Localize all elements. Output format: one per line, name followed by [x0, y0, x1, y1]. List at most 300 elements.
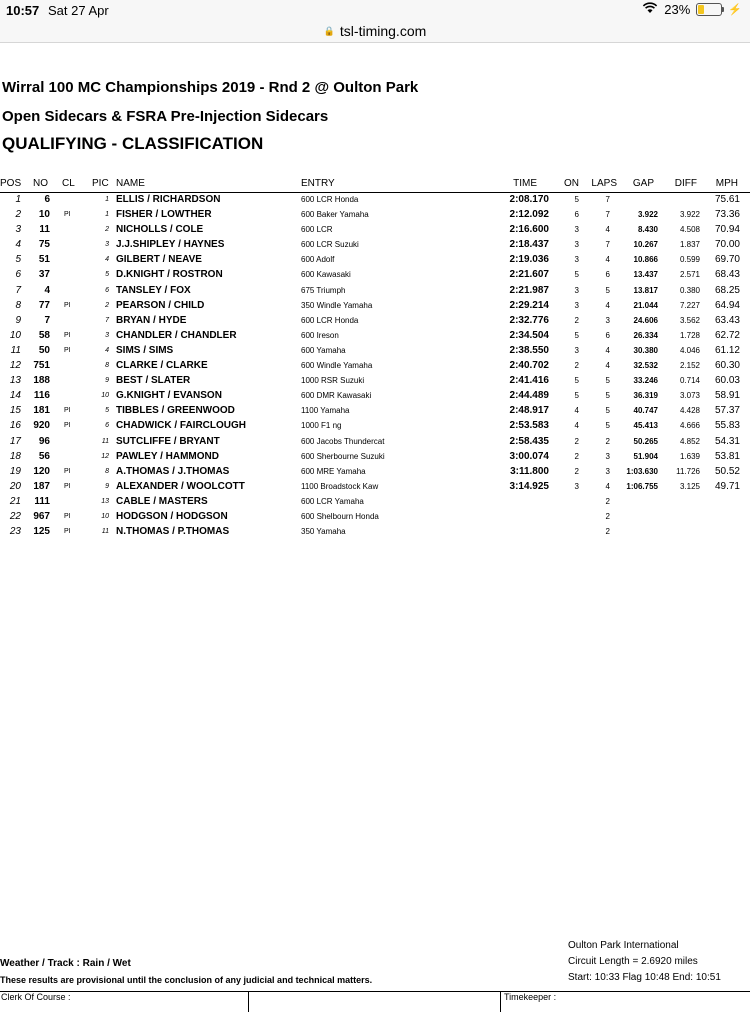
cell-gap: 26.334	[633, 330, 658, 340]
wifi-icon	[642, 2, 658, 17]
cell-mph: 70.00	[714, 239, 740, 251]
cell-entry: 600 Ireson	[301, 330, 339, 340]
table-row	[0, 525, 750, 540]
cell-laps: 4	[605, 361, 610, 371]
status-right	[642, 2, 742, 17]
cell-name: G.KNIGHT / EVANSON	[116, 390, 222, 402]
cell-pic: 1	[105, 211, 109, 219]
session-times: Start: 10:33 Flag 10:48 End: 10:51	[568, 972, 721, 983]
cell-pic: 6	[105, 286, 109, 294]
cell-entry: 600 Baker Yamaha	[301, 210, 369, 220]
cell-entry: 600 LCR Honda	[301, 195, 359, 204]
cell-time: 2:34.504	[509, 329, 549, 341]
cell-pic: 9	[105, 377, 109, 385]
cell-entry: 600 LCR Honda	[301, 315, 359, 325]
cell-name: PAWLEY / HAMMOND	[116, 450, 219, 462]
cell-diff: 3.073	[679, 391, 700, 401]
cell-no: 120	[33, 465, 50, 477]
cell-mph: 60.03	[714, 375, 740, 387]
table-row	[0, 329, 750, 344]
cell-mph: 55.83	[714, 420, 740, 432]
header-cl: CL	[62, 178, 75, 189]
cell-gap: 45.413	[633, 421, 658, 431]
cell-on: 3	[574, 300, 579, 310]
cell-laps: 4	[605, 481, 610, 491]
cell-time: 2:12.092	[509, 209, 549, 221]
cell-pic: 5	[105, 271, 109, 279]
cell-laps: 5	[605, 421, 610, 431]
cell-pic: 13	[101, 497, 109, 505]
cell-no: 181	[33, 405, 50, 417]
cell-no: 56	[38, 450, 50, 462]
cell-no: 75	[38, 239, 50, 251]
cell-pos: 16	[9, 420, 21, 432]
cell-on: 5	[574, 270, 579, 280]
cell-pic: 11	[101, 437, 109, 445]
cell-entry: 600 DMR Kawasaki	[301, 391, 372, 401]
table-row	[0, 314, 750, 329]
cell-no: 50	[38, 344, 50, 356]
cell-mph: 53.81	[714, 450, 740, 462]
cell-mph: 73.36	[714, 209, 740, 221]
cell-laps: 4	[605, 255, 610, 265]
cell-gap: 13.817	[633, 285, 658, 295]
cell-diff: 2.152	[679, 361, 700, 371]
cell-on: 3	[574, 285, 579, 295]
cell-pic: 2	[105, 226, 109, 234]
cell-on: 5	[574, 330, 579, 340]
cell-no: 116	[33, 390, 50, 402]
cell-on: 3	[574, 345, 579, 355]
cell-laps: 7	[605, 240, 610, 250]
circuit-info	[568, 938, 721, 986]
cell-laps: 6	[605, 270, 610, 280]
cell-pos: 8	[15, 299, 21, 311]
cell-mph: 70.94	[714, 224, 740, 236]
cell-gap: 10.866	[633, 255, 658, 265]
cell-cl: PI	[64, 528, 71, 536]
cell-no: 7	[44, 314, 50, 326]
table-row	[0, 404, 750, 419]
cell-pic: 11	[101, 528, 109, 536]
header-no: NO	[33, 178, 48, 189]
cell-gap: 32.532	[633, 361, 658, 371]
cell-time: 2:29.214	[509, 299, 549, 311]
table-row	[0, 435, 750, 450]
table-body	[0, 193, 750, 540]
cell-pos: 21	[9, 495, 21, 507]
cell-time: 2:21.607	[509, 269, 549, 281]
table-row	[0, 374, 750, 389]
cell-pic: 1	[105, 196, 109, 203]
cell-no: 58	[38, 329, 50, 341]
cell-laps: 6	[605, 330, 610, 340]
cell-on: 3	[574, 481, 579, 491]
cell-gap: 33.246	[633, 376, 658, 386]
cell-entry: 675 Triumph	[301, 285, 346, 295]
cell-mph: 50.52	[714, 465, 740, 477]
cell-on: 2	[574, 466, 579, 476]
table-row	[0, 193, 750, 208]
cell-entry: 1000 F1 ng	[301, 421, 342, 431]
battery-fill	[698, 5, 704, 14]
cell-laps: 2	[605, 527, 610, 537]
header-pic: PIC	[92, 178, 109, 189]
timekeeper-label: Timekeeper :	[504, 992, 557, 1002]
header-laps: LAPS	[591, 178, 617, 189]
cell-diff: 7.227	[679, 300, 700, 310]
cell-laps: 5	[605, 406, 610, 416]
cell-gap: 24.606	[633, 315, 658, 325]
cell-gap: 1:06.755	[626, 481, 658, 491]
cell-pic: 4	[105, 256, 109, 264]
cell-no: 751	[33, 360, 50, 372]
cell-laps: 2	[605, 496, 610, 506]
cell-on: 2	[574, 436, 579, 446]
cell-entry: 600 Shelbourn Honda	[301, 511, 379, 521]
table-row	[0, 238, 750, 253]
cell-no: 188	[33, 375, 50, 387]
cell-laps: 5	[605, 285, 610, 295]
cell-time: 2:44.489	[509, 390, 549, 402]
cell-gap: 3.922	[637, 210, 658, 220]
cell-gap: 1:03.630	[626, 466, 658, 476]
cell-diff: 0.599	[679, 255, 700, 265]
cell-name: A.THOMAS / J.THOMAS	[116, 465, 230, 477]
cell-name: SIMS / SIMS	[116, 344, 174, 356]
cell-no: 37	[38, 269, 50, 281]
cell-name: TIBBLES / GREENWOOD	[116, 405, 235, 417]
cell-cl: PI	[64, 346, 71, 354]
cell-entry: 600 LCR Suzuki	[301, 240, 359, 250]
cell-diff: 0.380	[679, 285, 700, 295]
cell-name: BRYAN / HYDE	[116, 314, 187, 326]
weather-info: Weather / Track : Rain / Wet	[0, 958, 131, 969]
url-text[interactable]: tsl-timing.com	[339, 23, 427, 39]
cell-cl: PI	[64, 211, 71, 219]
cell-pic: 10	[101, 512, 109, 520]
cell-time: 2:18.437	[509, 239, 549, 251]
cell-time: 3:11.800	[510, 465, 549, 477]
cell-time: 2:19.036	[509, 254, 549, 266]
status-time: 10:57	[6, 3, 40, 18]
cell-laps: 3	[605, 466, 610, 476]
cell-pos: 14	[9, 390, 21, 402]
cell-pos: 6	[15, 269, 21, 281]
cell-pos: 23	[9, 526, 21, 538]
cell-diff: 2.571	[679, 270, 700, 280]
table-row	[0, 268, 750, 283]
cell-diff: 3.922	[679, 210, 700, 220]
table-header	[0, 178, 750, 193]
cell-entry: 1000 RSR Suzuki	[301, 376, 365, 386]
cell-cl: PI	[64, 331, 71, 339]
cell-mph: 62.72	[714, 329, 740, 341]
cell-time: 2:32.776	[509, 314, 549, 326]
cell-pos: 1	[15, 194, 21, 205]
table-row	[0, 253, 750, 268]
cell-entry: 350 Yamaha	[301, 527, 346, 537]
clerk-label: Clerk Of Course :	[1, 992, 71, 1002]
cell-no: 51	[38, 254, 50, 266]
cell-name: GILBERT / NEAVE	[116, 254, 202, 266]
cell-gap: 40.747	[633, 406, 658, 416]
cell-time: 3:14.925	[509, 480, 549, 492]
cell-diff: 4.046	[679, 345, 700, 355]
table-row	[0, 299, 750, 314]
cell-entry: 600 Windle Yamaha	[301, 361, 373, 371]
cell-name: J.J.SHIPLEY / HAYNES	[116, 239, 225, 251]
cell-gap: 51.904	[633, 451, 658, 461]
cell-on: 2	[574, 451, 579, 461]
cell-no: 187	[33, 480, 50, 492]
cell-mph: 68.43	[714, 269, 740, 281]
cell-entry: 350 Windle Yamaha	[301, 300, 373, 310]
cell-time: 2:41.416	[509, 375, 549, 387]
cell-mph: 60.30	[714, 360, 740, 372]
cell-name: D.KNIGHT / ROSTRON	[116, 269, 223, 281]
cell-name: N.THOMAS / P.THOMAS	[116, 526, 230, 538]
table-row	[0, 480, 750, 495]
cell-pos: 7	[15, 284, 21, 296]
cell-cl: PI	[64, 482, 71, 490]
cell-laps: 3	[605, 315, 610, 325]
cell-time: 2:53.583	[509, 420, 549, 432]
table-row	[0, 495, 750, 510]
cell-name: HODGSON / HODGSON	[116, 510, 228, 522]
header-gap: GAP	[632, 178, 654, 189]
table-row	[0, 419, 750, 434]
table-row	[0, 359, 750, 374]
cell-on: 4	[574, 421, 579, 431]
cell-time: 2:58.435	[509, 435, 549, 447]
circuit-length: Circuit Length = 2.6920 miles	[568, 956, 698, 967]
cell-pic: 6	[105, 422, 109, 430]
cell-mph: 69.70	[714, 254, 740, 266]
results-table	[0, 178, 750, 540]
cell-mph: 61.12	[714, 344, 740, 356]
cell-laps: 3	[605, 451, 610, 461]
cell-name: CABLE / MASTERS	[116, 495, 208, 507]
status-bar	[0, 0, 750, 20]
cell-no: 10	[38, 209, 50, 221]
cell-gap: 8.430	[637, 225, 658, 235]
cell-cl: PI	[64, 467, 71, 475]
cell-pic: 10	[101, 392, 109, 400]
cell-pic: 12	[101, 452, 109, 460]
cell-pic: 5	[105, 407, 109, 415]
cell-mph: 75.61	[714, 194, 740, 205]
cell-entry: 600 LCR	[301, 225, 333, 235]
cell-diff: 4.666	[679, 421, 700, 431]
cell-entry: 600 Yamaha	[301, 345, 346, 355]
cell-pos: 13	[9, 375, 21, 387]
cell-name: FISHER / LOWTHER	[116, 209, 212, 221]
cell-gap: 36.319	[633, 391, 658, 401]
battery-percent: 23%	[664, 2, 691, 17]
cell-mph: 49.71	[714, 480, 740, 492]
table-row	[0, 510, 750, 525]
circuit-name: Oulton Park International	[568, 940, 679, 951]
cell-time: 2:16.600	[509, 224, 549, 236]
table-row	[0, 284, 750, 299]
cell-pos: 10	[9, 329, 21, 341]
signature-box	[0, 991, 750, 1012]
cell-on: 5	[574, 391, 579, 401]
cell-time: 2:40.702	[509, 360, 549, 372]
cell-name: BEST / SLATER	[116, 375, 191, 387]
header-on: ON	[564, 178, 579, 189]
cell-pos: 11	[10, 344, 21, 356]
cell-pic: 4	[105, 346, 109, 354]
cell-pic: 9	[105, 482, 109, 490]
cell-on: 3	[574, 225, 579, 235]
cell-on: 6	[574, 210, 579, 220]
cell-pic: 8	[105, 467, 109, 475]
cell-no: 77	[38, 299, 50, 311]
cell-name: CLARKE / CLARKE	[116, 360, 208, 372]
header-diff: DIFF	[674, 178, 697, 189]
cell-diff: 4.852	[679, 436, 700, 446]
cell-laps: 7	[605, 195, 610, 204]
cell-pos: 18	[9, 450, 21, 462]
cell-time: 2:48.917	[509, 405, 549, 417]
cell-mph: 64.94	[714, 299, 740, 311]
cell-no: 920	[33, 420, 50, 432]
cell-laps: 4	[605, 225, 610, 235]
session-title: QUALIFYING - CLASSIFICATION	[2, 134, 264, 153]
cell-mph: 54.31	[714, 435, 740, 447]
cell-time: 2:38.550	[509, 344, 549, 356]
cell-on: 3	[574, 255, 579, 265]
cell-no: 125	[33, 526, 50, 538]
cell-cl: PI	[64, 422, 71, 430]
cell-name: NICHOLLS / COLE	[116, 224, 204, 236]
charging-icon: ⚡	[728, 4, 742, 16]
cell-diff: 4.428	[679, 406, 700, 416]
cell-diff: 1.728	[679, 330, 700, 340]
table-row	[0, 208, 750, 223]
cell-name: CHANDLER / CHANDLER	[116, 329, 237, 341]
cell-pos: 2	[15, 209, 21, 221]
cell-entry: 600 MRE Yamaha	[301, 466, 366, 476]
provisional-notice: These results are provisional until the conclusion of any judicial and technical matters.	[0, 975, 373, 985]
header-entry: ENTRY	[301, 178, 335, 189]
cell-pos: 17	[9, 435, 21, 447]
cell-laps: 5	[605, 391, 610, 401]
cell-pos: 20	[9, 480, 21, 492]
table-row	[0, 465, 750, 480]
cell-pic: 3	[105, 241, 109, 249]
cell-pos: 12	[9, 360, 21, 372]
cell-gap: 10.267	[633, 240, 658, 250]
cell-pic: 3	[105, 331, 109, 339]
cell-name: SUTCLIFFE / BRYANT	[116, 435, 220, 447]
cell-name: TANSLEY / FOX	[116, 284, 191, 296]
header-pos: POS	[0, 178, 22, 189]
cell-laps: 4	[605, 300, 610, 310]
cell-diff: 3.562	[679, 315, 700, 325]
cell-no: 111	[34, 495, 50, 507]
cell-mph: 63.43	[714, 314, 740, 326]
table-row	[0, 450, 750, 465]
cell-on: 2	[574, 315, 579, 325]
timekeeper-cell	[500, 992, 750, 1012]
table-row	[0, 223, 750, 238]
cell-laps: 5	[605, 376, 610, 386]
cell-pos: 9	[15, 314, 21, 326]
cell-name: CHADWICK / FAIRCLOUGH	[116, 420, 246, 432]
table-row	[0, 344, 750, 359]
signature-cell-blank	[248, 992, 500, 1012]
cell-entry: 600 Adolf	[301, 255, 335, 265]
address-bar[interactable]	[0, 20, 750, 43]
cell-laps: 2	[605, 511, 610, 521]
cell-pos: 15	[9, 405, 21, 417]
cell-entry: 1100 Broadstock Kaw	[301, 481, 379, 491]
cell-on: 5	[574, 195, 579, 204]
cell-on: 3	[574, 240, 579, 250]
cell-laps: 2	[605, 436, 610, 446]
cell-diff: 3.125	[679, 481, 700, 491]
header-mph: MPH	[715, 178, 738, 189]
cell-no: 4	[44, 284, 50, 296]
cell-mph: 68.25	[714, 284, 740, 296]
cell-laps: 4	[605, 345, 610, 355]
cell-pic: 2	[105, 301, 109, 309]
cell-no: 11	[39, 224, 50, 236]
cell-name: ALEXANDER / WOOLCOTT	[116, 480, 245, 492]
cell-pic: 7	[105, 316, 109, 324]
cell-pos: 22	[9, 510, 21, 522]
clerk-of-course-cell	[0, 992, 245, 1012]
cell-laps: 7	[605, 210, 610, 220]
lock-icon: 🔒	[323, 25, 335, 36]
cell-time: 2:21.987	[509, 284, 549, 296]
cell-pos: 19	[9, 465, 21, 477]
event-class: Open Sidecars & FSRA Pre-Injection Sidecars	[2, 108, 329, 125]
cell-gap: 13.437	[633, 270, 658, 280]
cell-entry: 600 LCR Yamaha	[301, 496, 364, 506]
cell-diff: 1.639	[679, 451, 700, 461]
battery-icon	[696, 3, 722, 16]
header-name: NAME	[116, 178, 145, 189]
cell-mph: 58.91	[714, 390, 740, 402]
cell-cl: PI	[64, 407, 71, 415]
cell-pos: 3	[15, 224, 21, 236]
cell-mph: 57.37	[714, 405, 740, 417]
cell-entry: 1100 Yamaha	[301, 406, 350, 416]
cell-gap: 30.380	[633, 345, 658, 355]
cell-cl: PI	[64, 512, 71, 520]
cell-entry: 600 Jacobs Thundercat	[301, 436, 385, 446]
cell-gap: 21.044	[633, 300, 658, 310]
cell-diff: 0.714	[679, 376, 700, 386]
cell-diff: 11.726	[676, 466, 700, 476]
event-title: Wirral 100 MC Championships 2019 - Rnd 2 @ Oulton Park	[2, 79, 419, 96]
table-row	[0, 389, 750, 404]
cell-entry: 600 Kawasaki	[301, 270, 351, 280]
status-date: Sat 27 Apr	[48, 3, 109, 18]
cell-no: 6	[44, 194, 50, 205]
cell-pos: 5	[15, 254, 21, 266]
cell-gap: 50.265	[633, 436, 658, 446]
cell-on: 2	[574, 361, 579, 371]
cell-no: 967	[33, 510, 50, 522]
cell-diff: 1.837	[679, 240, 700, 250]
cell-on: 4	[574, 406, 579, 416]
cell-cl: PI	[64, 301, 71, 309]
